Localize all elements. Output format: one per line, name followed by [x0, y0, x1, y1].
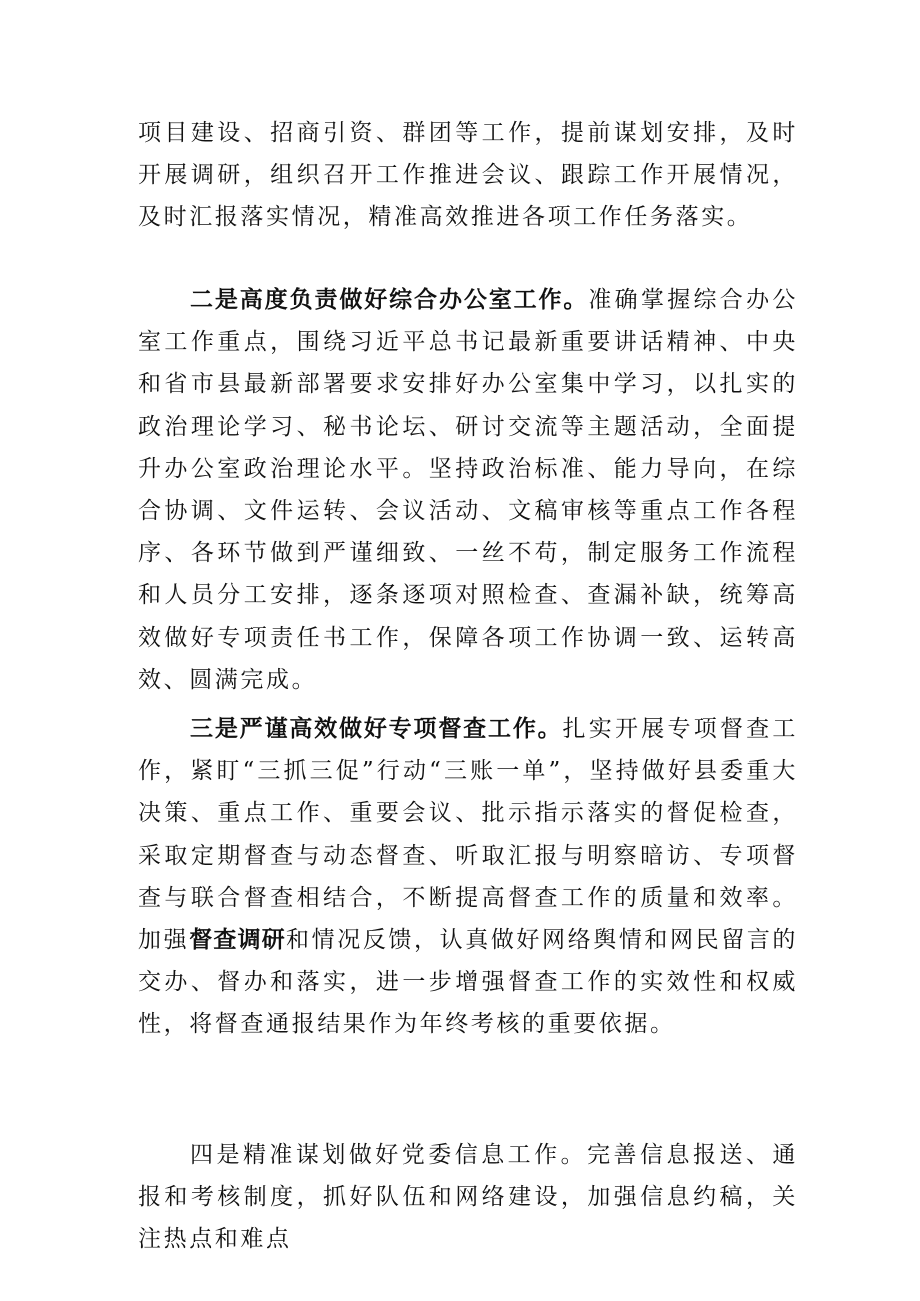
paragraph-body-continued: 和情况反馈，认真做好网络舆情和网民留言的交办、督办和落实，进一步增强督查工作的实效性和权威性，将督查通报结果作为年终考核的重要依据。 — [138, 927, 799, 1038]
paragraph-body: 准确掌握综合办公室工作重点，围绕习近平总书记最新重要讲话精神、中央和省市县最新部署要求安排好办公室集中学习，以扎实的政治理论学习、秘书论坛、研讨交流等主题活动，全面提升办公室政治理论水平。坚持政治标准、能力导向，在综合协调、文件运转、会议活动、文稿审核等重点工作各程序、各环节做到严谨细致、一丝不苟，制定服务工作流程和人员分工安排，逐条逐项对照检查、查漏补缺，统筹高效做好专项责任书工作，保障各项工作协调一致、运转高效、圆满完成。 — [138, 287, 798, 693]
paragraph-body: 扎实开展专项督查工作，紧盯“三抓三促”行动“三账一单”，坚持做好县委重大决策、重点工作、重要会议、批示指示落实的督促检查，采取定期督查与动态督查、听取汇报与明察暗访、专项督查与联合督查相结合，不断提高督查工作的质量和效率。加强 — [138, 716, 799, 954]
paragraph-inspection-work — [138, 708, 798, 1046]
paragraph-lead-heading: 三是严谨高效做好专项督查工作。 — [190, 716, 563, 742]
paragraph-office-work — [138, 279, 798, 701]
paragraph-continuation: 项目建设、招商引资、群团等工作，提前谋划安排，及时开展调研，组织召开工作推进会议、跟踪工作开展情况，及时汇报落实情况，精准高效推进各项工作任务落实。 — [138, 120, 798, 231]
emphasized-term: 督查调研 — [189, 927, 287, 954]
paragraph-information-work: 四是精准谋划做好党委信息工作。完善信息报送、通报和考核制度，抓好队伍和网络建设，加强信息约稿，关注热点和难点 — [138, 1142, 798, 1253]
paragraph-lead-heading: 二是高度负责做好综合办公室工作。 — [190, 287, 589, 313]
